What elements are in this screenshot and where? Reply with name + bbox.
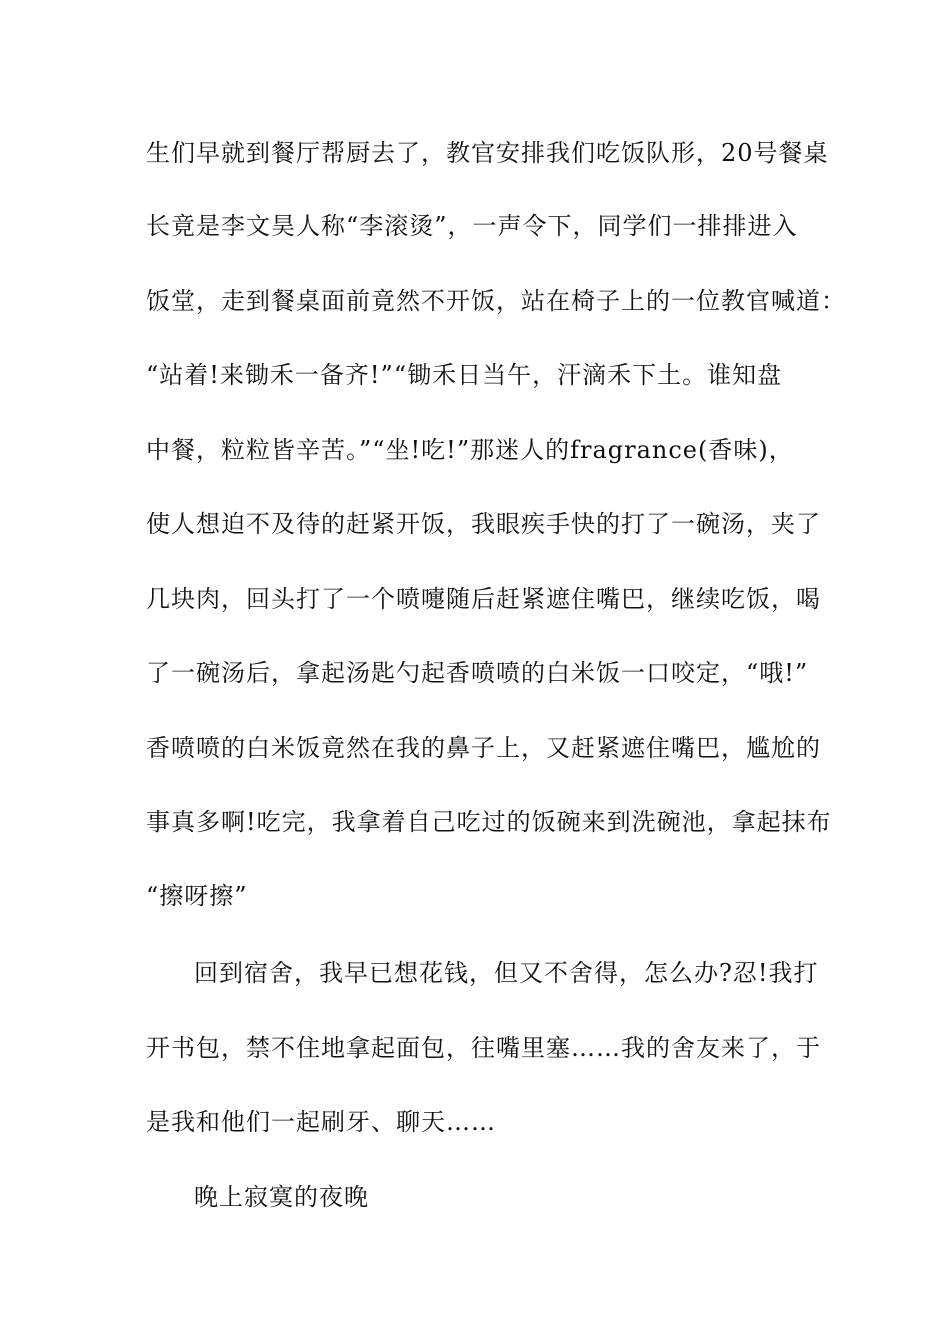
text-line: 中餐，粒粒皆辛苦。”“坐!吃!”那迷人的fragrance(香味)， (146, 436, 794, 464)
text-line: 长竟是李文昊人称“李滚烫”，一声令下，同学们一排排进入 (146, 212, 798, 240)
text-line: 使人想迫不及待的赶紧开饭，我眼疾手快的打了一碗汤，夹了 (146, 510, 821, 538)
text-line: “擦呀擦” (146, 882, 248, 910)
text-line: 是我和他们一起刷牙、聊天…… (146, 1108, 496, 1136)
text-line: 饭堂，走到餐桌面前竟然不开饭，站在椅子上的一位教官喊道： (146, 287, 846, 315)
text-line: 事真多啊!吃完，我拿着自己吃过的饭碗来到洗碗池，拿起抹布 (146, 808, 832, 836)
text-line: 几块肉，回头打了一个喷嚏随后赶紧遮住嘴巴，继续吃饭，喝 (146, 585, 821, 613)
paragraph-start-line: 回到宿舍，我早已想花钱，但又不舍得，怎么办?忍!我打 (194, 959, 819, 987)
paragraph-start-line: 晚上寂寞的夜晚 (194, 1183, 369, 1211)
text-line: 了一碗汤后，拿起汤匙勺起香喷喷的白米饭一口咬定，“哦!” (146, 659, 809, 687)
text-line: “站着!来锄禾一备齐!”“锄禾日当午，汗滴禾下土。谁知盘 (146, 361, 783, 389)
text-line: 开书包，禁不住地拿起面包，往嘴里塞……我的舍友来了，于 (146, 1034, 821, 1062)
text-line: 香喷喷的白米饭竟然在我的鼻子上，又赶紧遮住嘴巴，尴尬的 (146, 734, 821, 762)
text-line: 生们早就到餐厅帮厨去了，教官安排我们吃饭队形，20号餐桌 (146, 139, 829, 167)
